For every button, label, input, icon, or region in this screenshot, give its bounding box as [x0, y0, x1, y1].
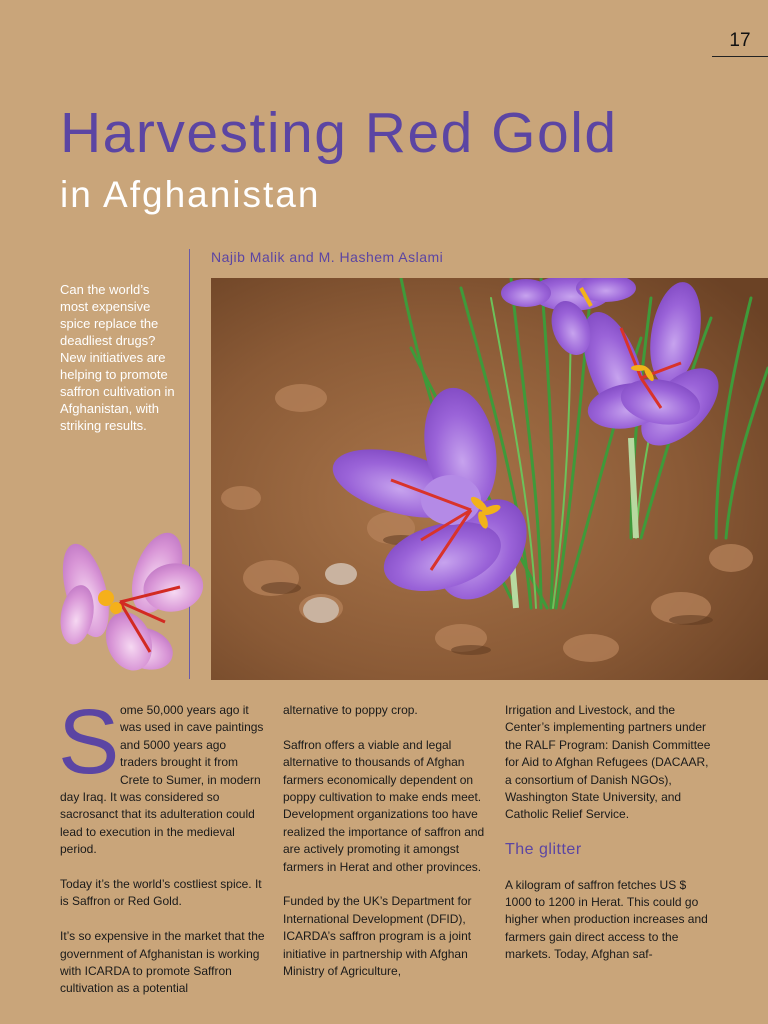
body-column-2 [283, 702, 488, 998]
page-number: 17 [729, 30, 751, 51]
body-column-1 [58, 691, 266, 1015]
paragraph: Funded by the UK’s Department for International Development (DFID), ICARDA’s saffron program is a joint initiative in partnership with Afghan Ministry of Agriculture, [283, 894, 472, 979]
section-heading: The glitter [505, 841, 582, 859]
paragraph: Saffron offers a viable and legal alternative to thousands of Afghan farmers economically dependent on poppy cultivation to make ends meet. Development organizations too have realized the importance of saffron and are actively promoting it amongst farmers in Herat and other provinces. [283, 737, 485, 874]
paragraph: It’s so expensive in the market that the government of Afghanistan is working with ICARDA to promote Saffron cultivation as a potential [60, 929, 265, 996]
page-number-rule [712, 56, 768, 57]
paragraph-text: ome 50,000 years ago it was used in cave paintings and 5000 years ago traders brought it from Crete to Sumer, in modern day Iraq. It was considered so sacrosanct that its adulteration could lead to execution in the medieval period. [60, 703, 264, 857]
drop-cap: S [58, 691, 120, 793]
paragraph: Today it’s the world’s costliest spice. It is Saffron or Red Gold. [60, 877, 262, 909]
article-title: Harvesting Red Gold [60, 101, 618, 165]
paragraph: A kilogram of saffron fetches US $ 1000 to 1200 in Herat. This could go higher when production increases and farmers gain direct access to the markets. Today, Afghan saf- [505, 877, 708, 962]
teaser-text: Can the world’s most expensive spice replace the deadliest drugs? New initiatives are helping to promote saffron cultivation in Afghanistan, with striking results. [60, 282, 175, 433]
paragraph: alternative to poppy crop. [283, 703, 418, 717]
article-subtitle: in Afghanistan [60, 174, 321, 215]
main-photo [211, 278, 768, 680]
small-flower-illustration [60, 522, 208, 674]
byline: Najib Malik and M. Hashem Aslami [211, 249, 444, 265]
paragraph [58, 691, 266, 859]
body-column-3 [505, 702, 715, 981]
paragraph: Irrigation and Livestock, and the Center’s implementing partners under the RALF Program: Danish Committee for Aid to Afghan Refugees (DACAAR, a consortium of Danish NGOs), Washington State University, and Catholic Relief Service. [505, 703, 711, 822]
